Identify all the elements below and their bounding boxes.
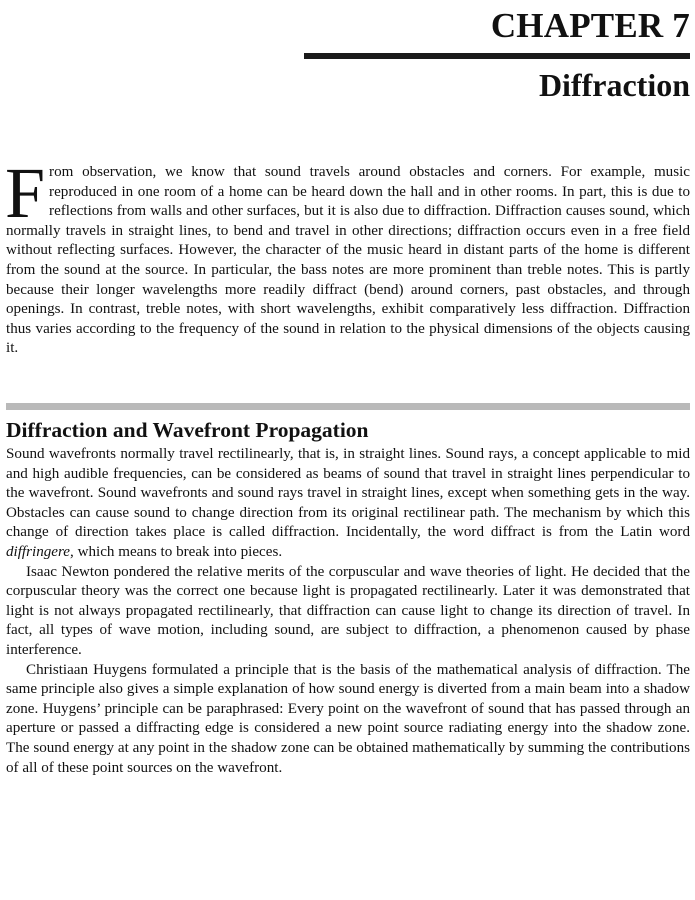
chapter-label: CHAPTER 7 bbox=[490, 6, 690, 45]
paragraph-wavefronts bbox=[6, 445, 690, 563]
section-body bbox=[6, 445, 690, 778]
section-heading: Diffraction and Wavefront Propagation bbox=[6, 418, 369, 442]
paragraph-newton: Isaac Newton pondered the relative merits of the corpuscular and wave theories of light. He decided that the corpuscular theory was the correct one because light is propagated rectilinearly. Later it was demonstrated that light is not always propagated rectilinearly, that diffraction can cause light to change its direction of travel. In fact, all types of wave motion, including sound, are subject to diffraction, a phenomenon caused by phase interference. bbox=[6, 563, 690, 658]
drop-cap: F bbox=[5, 153, 46, 233]
intro-paragraph bbox=[5, 153, 690, 359]
paragraph-huygens: Christiaan Huygens formulated a principle that is the basis of the mathematical analysis of diffraction. The same principle also gives a simple explanation of how sound energy is diverted from a main beam into a shadow zone. Huygens’ principle can be paraphrased: Every point on the wavefront of sound that has passed through an aperture or passed a diffracting edge is considered a new point source radiating energy into the shadow zone. The sound energy at any point in the shadow zone can be obtained mathematically by summing the contributions of all of these point sources on the wavefront. bbox=[6, 661, 690, 776]
intro-text: rom observation, we know that sound travels around obstacles and corners. For example, music reproduced in one room of a home can be heard down the hall and in other rooms. In part, this is due to reflections from walls and other surfaces, but it is also due to diffraction. Diffraction causes sound, which normally travels in straight lines, to bend and travel in other directions; diffraction occurs even in a free field without reflecting surfaces. However, the character of the music heard in distant parts of the home is different from the sound at the source. In particular, the bass notes are more prominent than treble notes. This is partly because their longer wavelengths more readily diffract (bend) around corners, past obstacles, and through openings. In contrast, treble notes, with short wavelengths, exhibit comparatively less diffraction. Diffraction thus varies according to the frequency of the sound in relation to the physical dimensions of the objects causing it. bbox=[6, 164, 690, 357]
latin-term: diffringere bbox=[6, 543, 71, 560]
chapter-title: Diffraction bbox=[538, 67, 690, 103]
paragraph-wavefronts-text: Sound wavefronts normally travel rectilinearly, that is, in straight lines. Sound rays, a concept applicable to mid and high audible frequencies, can be considered as beams of sound that travel in straight lines perpendicular to the wavefront. Sound wavefronts and sound rays travel in straight lines, except when something gets in the way. Obstacles can cause sound to change direction from its original rectilinear path. The mechanism by which this change of direction takes place is called diffraction. Incidentally, the word diffract is from the Latin word bbox=[6, 446, 690, 541]
paragraph-wavefronts-end: , which means to break into pieces. bbox=[70, 543, 283, 560]
section-rule bbox=[6, 403, 690, 410]
chapter-rule bbox=[304, 53, 690, 59]
